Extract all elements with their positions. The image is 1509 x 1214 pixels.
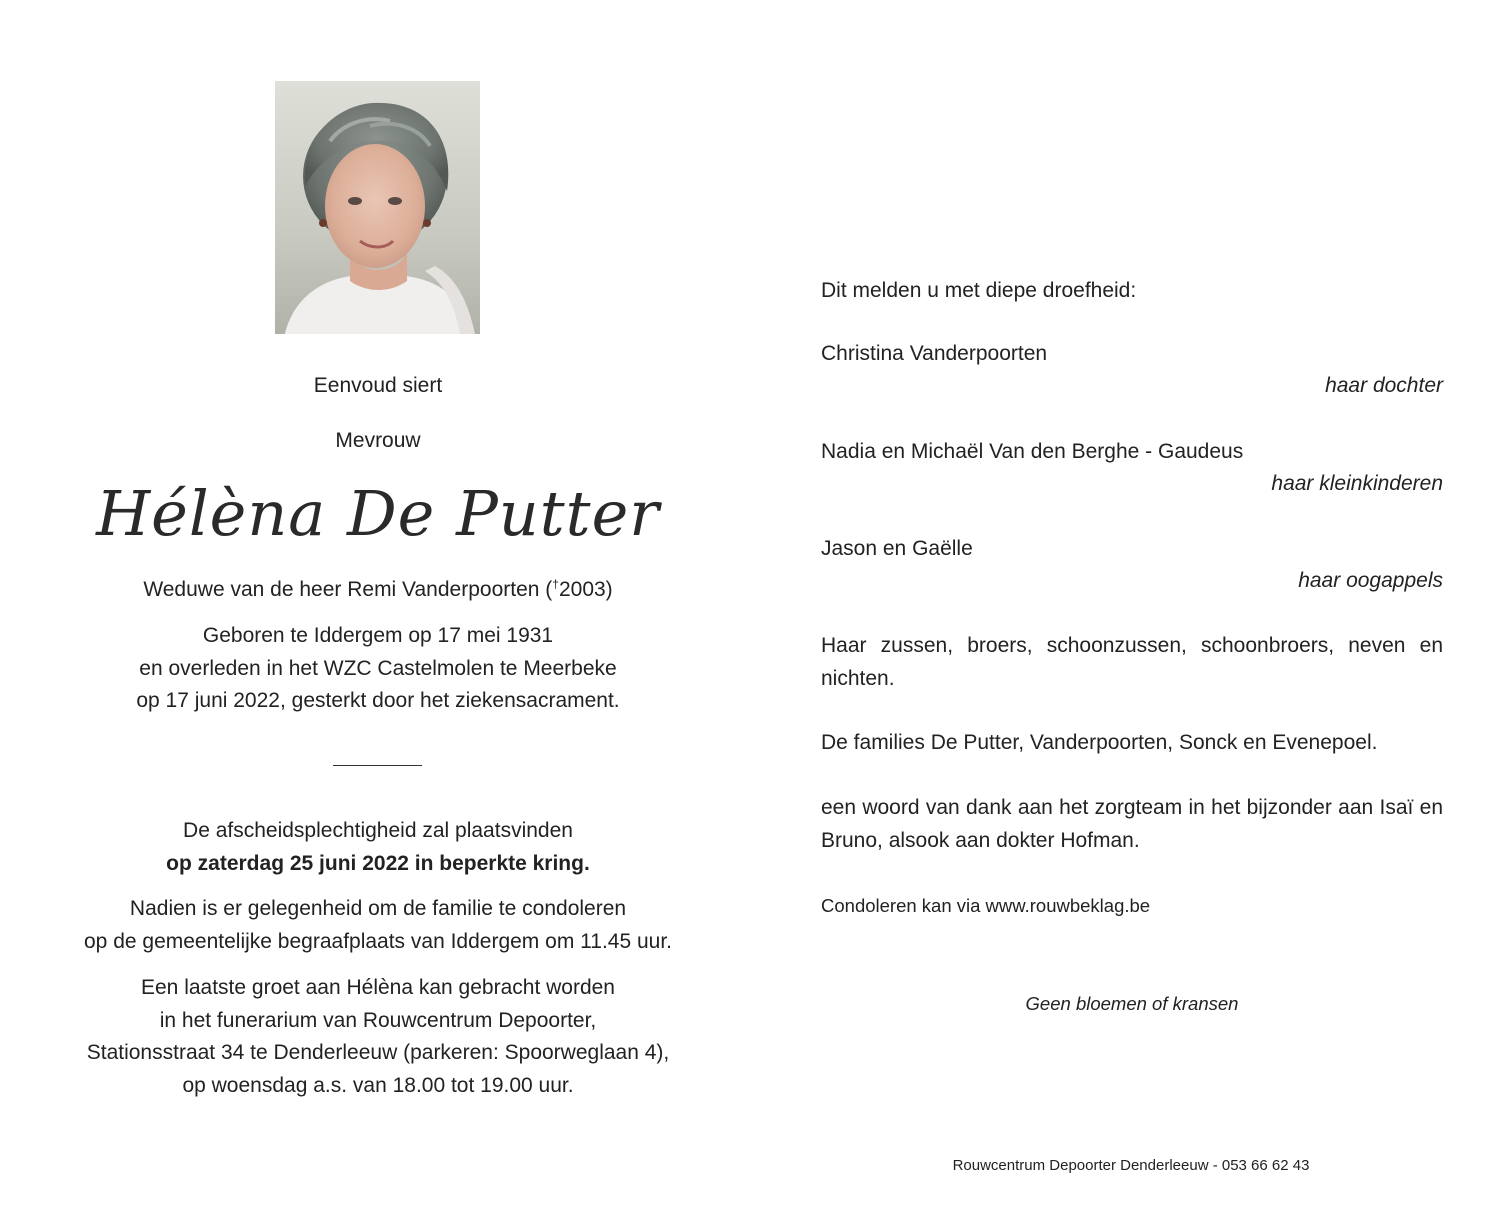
visit-line-2: in het funerarium van Rouwcentrum Depoorter, <box>159 1008 597 1032</box>
footer-funeral-home: Rouwcentrum Depoorter Denderleeuw - 053 66 62 43 <box>952 1157 1310 1174</box>
families-text: De families De Putter, Vanderpoorten, Sonck en Evenepoel. <box>821 731 1378 754</box>
divider-line <box>333 765 422 766</box>
no-flowers-notice: Geen bloemen of kransen <box>1025 993 1239 1014</box>
visit-line-1: Een laatste groet aan Hélèna kan gebracht worden <box>141 976 615 999</box>
widow-line <box>40 574 716 607</box>
portrait-photo <box>275 81 480 334</box>
visit-line-4: op woensdag a.s. van 18.00 tot 19.00 uur. <box>182 1073 574 1097</box>
condolence-line-1: Nadien is er gelegenheid om de familie te condoleren <box>129 897 627 920</box>
intro-text: Dit melden u met diepe droefheid: <box>821 279 1137 302</box>
thanks-text: een woord van dank aan het zorgteam in het bijzonder aan Isaï en Bruno, alsook aan dokter Hofman. <box>821 796 1443 852</box>
visit-line-3: Stationsstraat 34 te Denderleeuw (parkeren: Spoorweglaan 4), <box>86 1041 670 1064</box>
dagger-symbol: † <box>552 577 559 591</box>
condolences-online: Condoleren kan via www.rouwbeklag.be <box>821 895 1151 916</box>
condolence-line-2: op de gemeentelijke begraafplaats van Iddergem om 11.45 uur. <box>84 929 672 953</box>
family-member-role: haar oogappels <box>1298 569 1443 592</box>
ceremony-line-1: De afscheidsplechtigheid zal plaatsvinden <box>183 819 573 842</box>
siblings-text: Haar zussen, broers, schoonzussen, schoonbroers, neven en nichten. <box>821 634 1443 690</box>
family-member-names: Christina Vanderpoorten <box>821 342 1048 365</box>
ceremony-line-2: op zaterdag 25 juni 2022 in beperkte kring. <box>166 851 590 875</box>
family-member-names: Jason en Gaëlle <box>821 537 973 560</box>
portrait-illustration <box>275 81 480 334</box>
widow-year: 2003) <box>558 578 613 601</box>
family-member-role: haar kleinkinderen <box>1271 472 1443 495</box>
birth-line-3: op 17 juni 2022, gesterkt door het ziekensacrament. <box>136 689 620 712</box>
birth-line-2: en overleden in het WZC Castelmolen te Meerbeke <box>139 656 617 680</box>
birth-line-1: Geboren te Iddergem op 17 mei 1931 <box>202 624 554 647</box>
widow-prefix: Weduwe van de heer Remi Vanderpoorten ( <box>143 578 553 601</box>
deceased-name: Hélèna De Putter <box>96 477 660 550</box>
family-member-names: Nadia en Michaël Van den Berghe - Gaudeus <box>821 440 1244 463</box>
family-member-role: haar dochter <box>1325 374 1443 397</box>
salutation: Mevrouw <box>335 429 421 452</box>
motto: Eenvoud siert <box>313 374 443 397</box>
